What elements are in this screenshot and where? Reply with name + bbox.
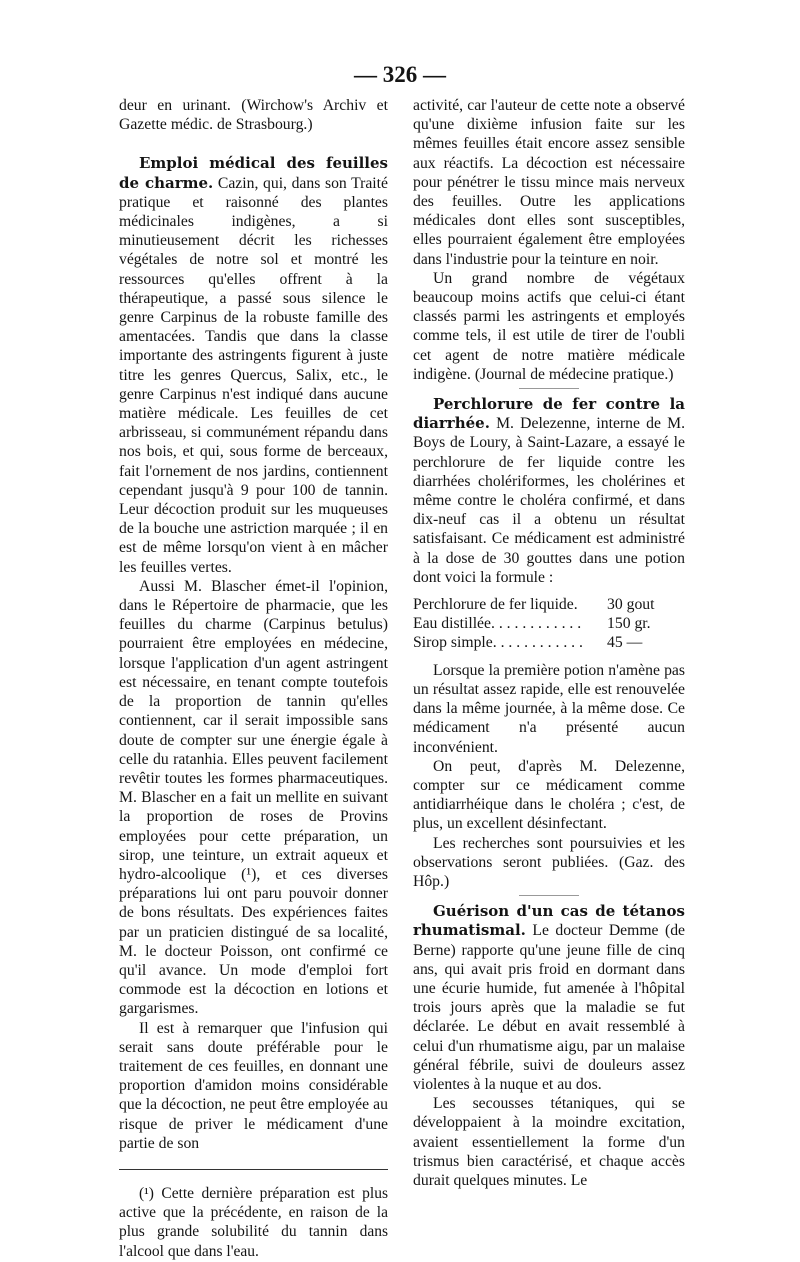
paragraph-text: Le docteur Demme (de Berne) rapporte qu'une jeune fille de cinq ans, qui avait pris froid en dormant dans une écurie humide, fut amenée à l'hôpital trois jours après que la maladie se fut déclarée. Le début en avait ressemblé à celui d'un rhumatisme aigu, par un malaise général fébrile, suivi de douleurs assez violentes à la nuque et au dos. bbox=[413, 922, 686, 1093]
section-heading: Guérison d'un cas de tétanos rhumatismal. bbox=[413, 902, 685, 940]
paragraph-text: M. Delezenne, interne de M. Boys de Loury, à Saint-Lazare, a essayé le perchlorure de fer liquide contre les diarrhées cholériformes, les cholérines et même contre le choléra confirmé, et dans dix-neuf cas il a obtenu un résultat satisfaisant. Ce médicament est administré à la dose de 30 gouttes dans une potion dont voici la formule : bbox=[413, 415, 685, 586]
article-paragraph bbox=[413, 395, 685, 587]
formula-row bbox=[413, 614, 685, 633]
paragraph: Les recherches sont poursuivies et les observations seront publiées. (Gaz. des Hôp.) bbox=[413, 834, 685, 890]
paragraph: Lorsque la première potion n'amène pas un résultat assez rapide, elle est renouvelée dans la même journée, à la même dose. Ce médicament n'a présenté aucun inconvénient. bbox=[413, 661, 685, 756]
section-heading: Emploi médical des feuilles de charme. bbox=[119, 154, 388, 192]
footnote: (¹) Cette dernière préparation est plus active que la précédente, en raison de la plus grande solubilité du tannin dans l'alcool que dans l'eau. bbox=[119, 1184, 388, 1260]
formula-quantity: 150 gr. bbox=[607, 615, 651, 633]
paragraph: On peut, d'après M. Delezenne, compter sur ce médicament comme antidiarrhéique dans le choléra ; c'est, de plus, un excellent désinfectant. bbox=[413, 757, 685, 833]
formula-row bbox=[413, 633, 685, 652]
paragraph-text: Cazin, qui, dans son Traité pratique et raisonné des plantes médicinales indigènes, a si minutieusement décrit les richesses végétales de notre sol et montré les ressources qu'elles offrent à la thérapeutique, a passé sous silence le genre Carpinus de la robuste famille des amentacées. Tandis que dans la classe importante des astringents figurent à juste titre les genres Quercus, Salix, etc., le genre Carpinus n'est indiqué dans aucune matière médicale. Les feuilles de cet arbrisseau, si communément répandu dans nos bois, et qui, sous forme de berceaux, fait l'ornement de nos jardins, contiennent cependant jusqu'à 9 pour 100 de tannin. Leur décoction produit sur les muqueuses de la bouche une astriction marquée ; il en est de même lorsqu'on vient à en mâcher les feuilles vertes. bbox=[119, 174, 388, 576]
formula-quantity: 30 gout bbox=[607, 596, 655, 614]
paragraph: Il est à remarquer que l'infusion qui serait sans doute préférable pour le traitement de ces feuilles, en donnant une proportion d'amidon moins considérable que la décoction, ne peut être employée au risque de priver le médicament d'une partie de son bbox=[119, 1019, 388, 1152]
separator-rule bbox=[519, 388, 579, 389]
right-column bbox=[413, 96, 685, 1190]
formula-row bbox=[413, 595, 685, 614]
section-heading: Perchlorure de fer contre la diarrhée. bbox=[413, 395, 685, 433]
paragraph: Un grand nombre de végétaux beaucoup moins actifs que celui-ci étant classés parmi les astringents et employés comme tels, il est utile de tirer de l'oubli cet agent de notre matière médicale indigène. (Journal de médecine pratique.) bbox=[413, 269, 685, 383]
formula-ingredient: Eau distillée. . . . . . . . . . . . bbox=[413, 615, 582, 633]
footnote-rule bbox=[119, 1169, 388, 1170]
formula-ingredient: Sirop simple. . . . . . . . . . . . bbox=[413, 634, 583, 652]
left-column bbox=[119, 96, 388, 1261]
article-paragraph bbox=[119, 154, 388, 576]
formula-ingredient: Perchlorure de fer liquide. bbox=[413, 596, 578, 614]
paragraph: Aussi M. Blascher émet-il l'opinion, dans le Répertoire de pharmacie, que les feuilles du charme (Carpinus betulus) pourraient être employées en médecine, lorsque l'application d'un agent astringent est nécessaire, en tenant compte toutefois de la proportion de tannin qu'elles contiennent, car il serait impossible sans doute de compter sur une énergie égale à celle du ratanhia. Elles peuvent facilement revêtir toutes les formes pharmaceutiques. M. Blascher en a fait un mellite en suivant la proportion de roses de Provins employées pour cette préparation, un sirop, une teinture, un extrait aqueux et hydro-alcoolique (¹), et ces diverses préparations lui ont paru pouvoir donner de bons résultats. Des expériences faites par un praticien distingué de sa localité, M. le docteur Poisson, ont confirmé ce qu'il avance. Un mode d'emploi fort commode est la décoction en lotions et gargarismes. bbox=[119, 577, 388, 1018]
article-paragraph bbox=[413, 902, 685, 1094]
formula-table bbox=[413, 595, 685, 653]
page-number: — 326 — bbox=[354, 62, 446, 87]
separator-rule bbox=[519, 895, 579, 896]
paragraph: Les secousses tétaniques, qui se développaient à la moindre excitation, avaient essentiellement la forme d'un trismus bien caractérisé, et chaque accès durait quelques minutes. Le bbox=[413, 1095, 685, 1189]
paragraph: deur en urinant. (Wirchow's Archiv et Gazette médic. de Strasbourg.) bbox=[119, 97, 388, 134]
formula-quantity: 45 — bbox=[607, 634, 643, 652]
paragraph: activité, car l'auteur de cette note a observé qu'une dixième infusion faite sur les mêmes feuilles était encore assez sensible aux réactifs. La décoction est nécessaire pour pénétrer le tissu mince mais nerveux des feuilles. Outre les applications médicales dont elles sont susceptibles, elles pourraient également être employées dans l'industrie pour la teinture en noir. bbox=[413, 97, 685, 268]
